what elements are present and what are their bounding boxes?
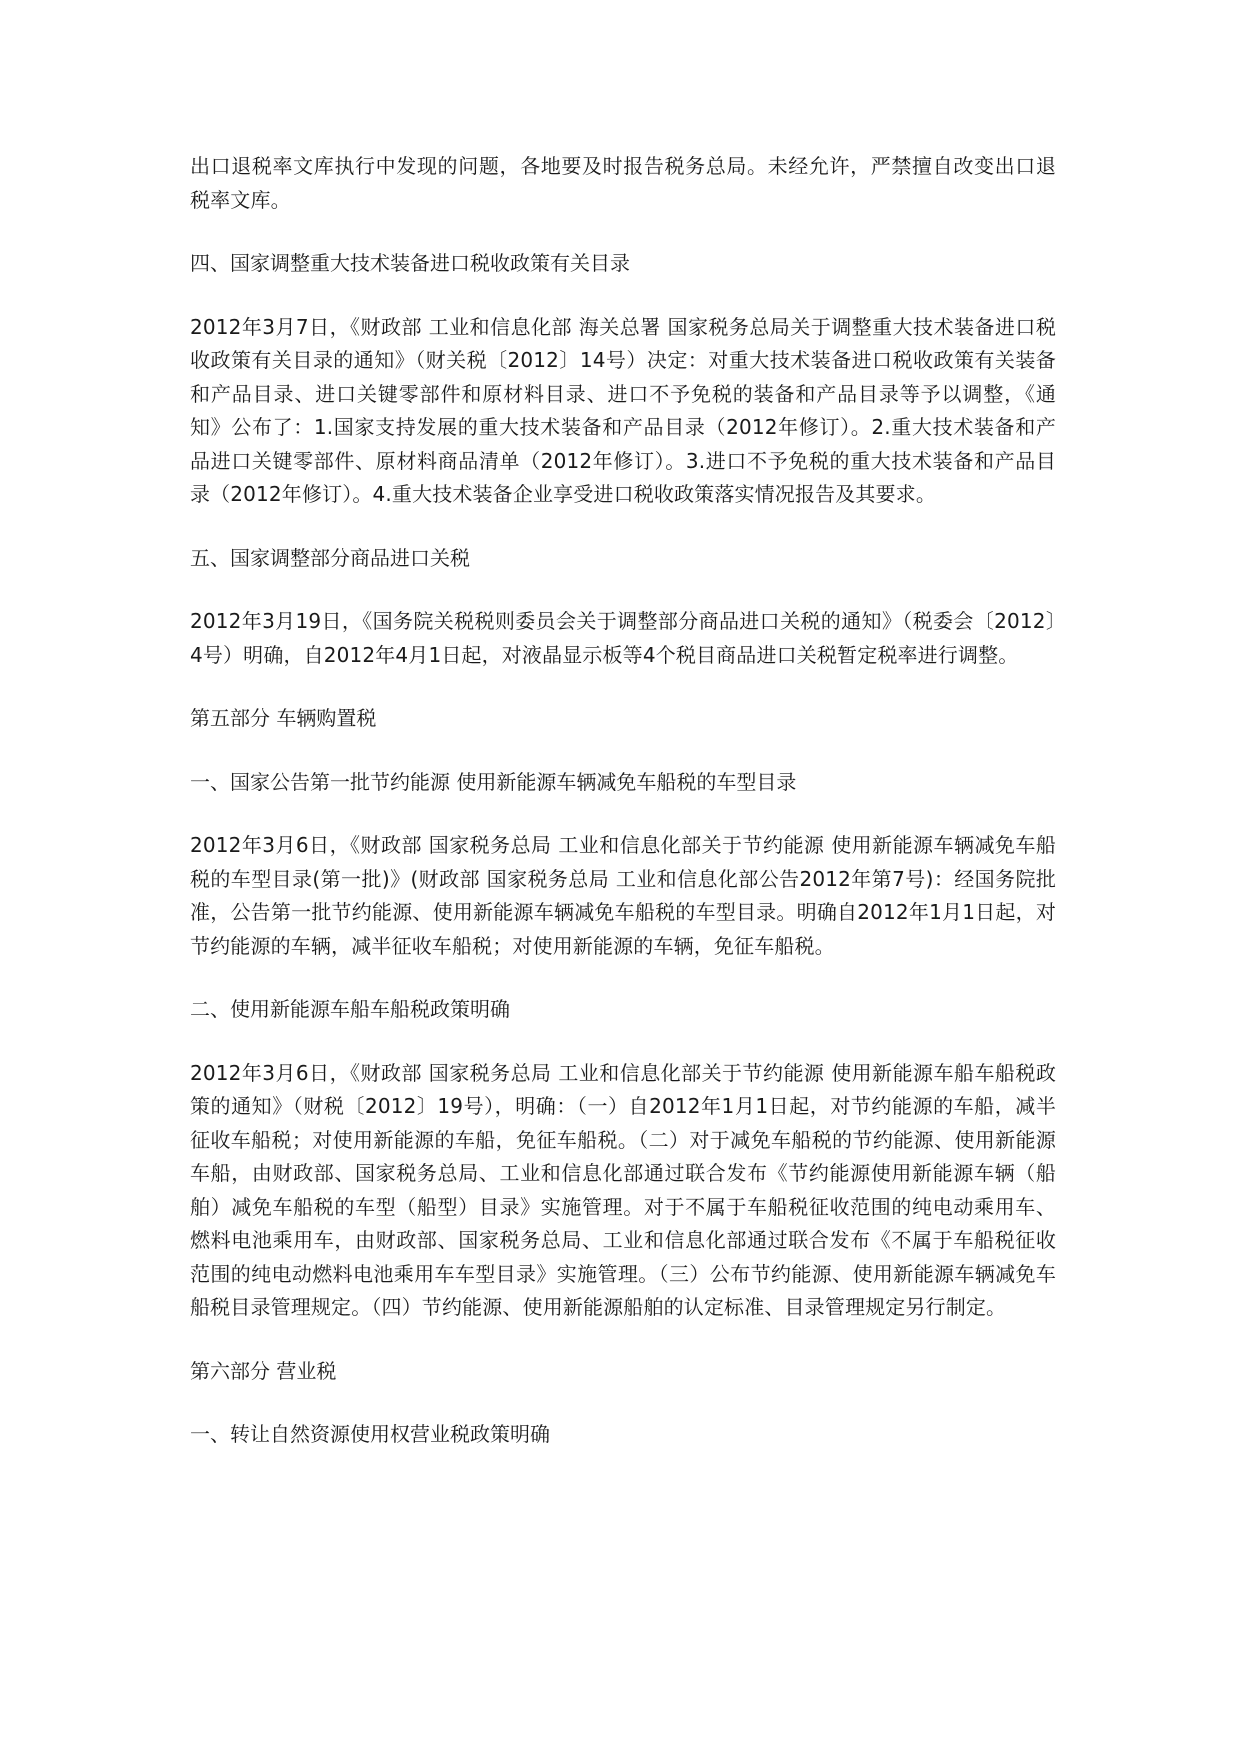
paragraph-import-tariff-notice: 2012年3月19日，《国务院关税税则委员会关于调整部分商品进口关税的通知》（税委会〔2012〕4号）明确，自2012年4月1日起，对液晶显示板等4个税目商品进口关税暂定税率进行调整。: [190, 609, 1056, 667]
heading-part-5-vehicle-purchase-tax: 第五部分 车辆购置税: [190, 706, 377, 730]
heading-natural-resource-transfer: 一、转让自然资源使用权营业税政策明确: [190, 1422, 550, 1446]
heading-part-6-business-tax: 第六部分 营业税: [190, 1358, 337, 1383]
paragraph-new-energy-vessel-tax: 2012年3月6日，《财政部 国家税务总局 工业和信息化部关于节约能源 使用新能源车船车船税政策的通知》（财税〔2012〕19号），明确：（一）自2012年1月1日起，对节约能源的车船，减半征收车船税；对使用新能源的车船，免征车船税。（二）对于减免车船税的节约能源、使用新能源车船，由财政部、国家税务总局、工业和信息化部通过联合发布《节约能源使用新能源车辆（船舶）减免车船税的车型（船型）目录》实施管理。对于不属于车船税征收范围的纯电动乘用车、燃料电池乘用车，由财政部、国家税务总局、工业和信息化部通过联合发布《不属于车船税征收范围的纯电动燃料电池乘用车车型目录》实施管理。（三）公布节约能源、使用新能源车辆减免车船税目录管理规定。（四）节约能源、使用新能源船舶的认定标准、目录管理规定另行制定。: [190, 1060, 1056, 1319]
heading-vehicle-catalog-batch-1: 一、国家公告第一批节约能源 使用新能源车辆减免车船税的车型目录: [190, 769, 797, 794]
paragraph-major-equipment-notice: 2012年3月7日，《财政部 工业和信息化部 海关总署 国家税务总局关于调整重大技术装备进口税收政策有关目录的通知》（财关税〔2012〕14号）决定：对重大技术装备进口税收政策有关装备和产品目录、进口关键零部件和原材料目录、进口不予免税的装备和产品目录等予以调整，《通知》公布了：1.国家支持发展的重大技术装备和产品目录（2012年修订）。2.重大技术装备和产品进口关键零部件、原材料商品清单（2012年修订）。3.进口不予免税的重大技术装备和产品目录（2012年修订）。4.重大技术装备企业享受进口税收政策落实情况报告及其要求。: [190, 314, 1056, 506]
paragraph-export-rebate-library: 出口退税率文库执行中发现的问题，各地要及时报告税务总局。未经允许，严禁擅自改变出口退税率文库。: [190, 154, 1056, 212]
heading-section-5-import-tariff: 五、国家调整部分商品进口关税: [190, 545, 470, 570]
heading-section-4-major-equipment: 四、国家调整重大技术装备进口税收政策有关目录: [190, 251, 630, 275]
document-page: [190, 150, 1056, 1482]
paragraph-vehicle-catalog-announcement: 2012年3月6日，《财政部 国家税务总局 工业和信息化部关于节约能源 使用新能源车辆减免车船税的车型目录(第一批)》(财政部 国家税务总局 工业和信息化部公告2012年第7号)：经国务院批准，公告第一批节约能源、使用新能源车辆减免车船税的车型目录。明确自2012年1月1日起，对节约能源的车辆，减半征收车船税；对使用新能源的车辆，免征车船税。: [190, 833, 1056, 958]
heading-new-energy-vessel-tax: 二、使用新能源车船车船税政策明确: [190, 997, 510, 1021]
